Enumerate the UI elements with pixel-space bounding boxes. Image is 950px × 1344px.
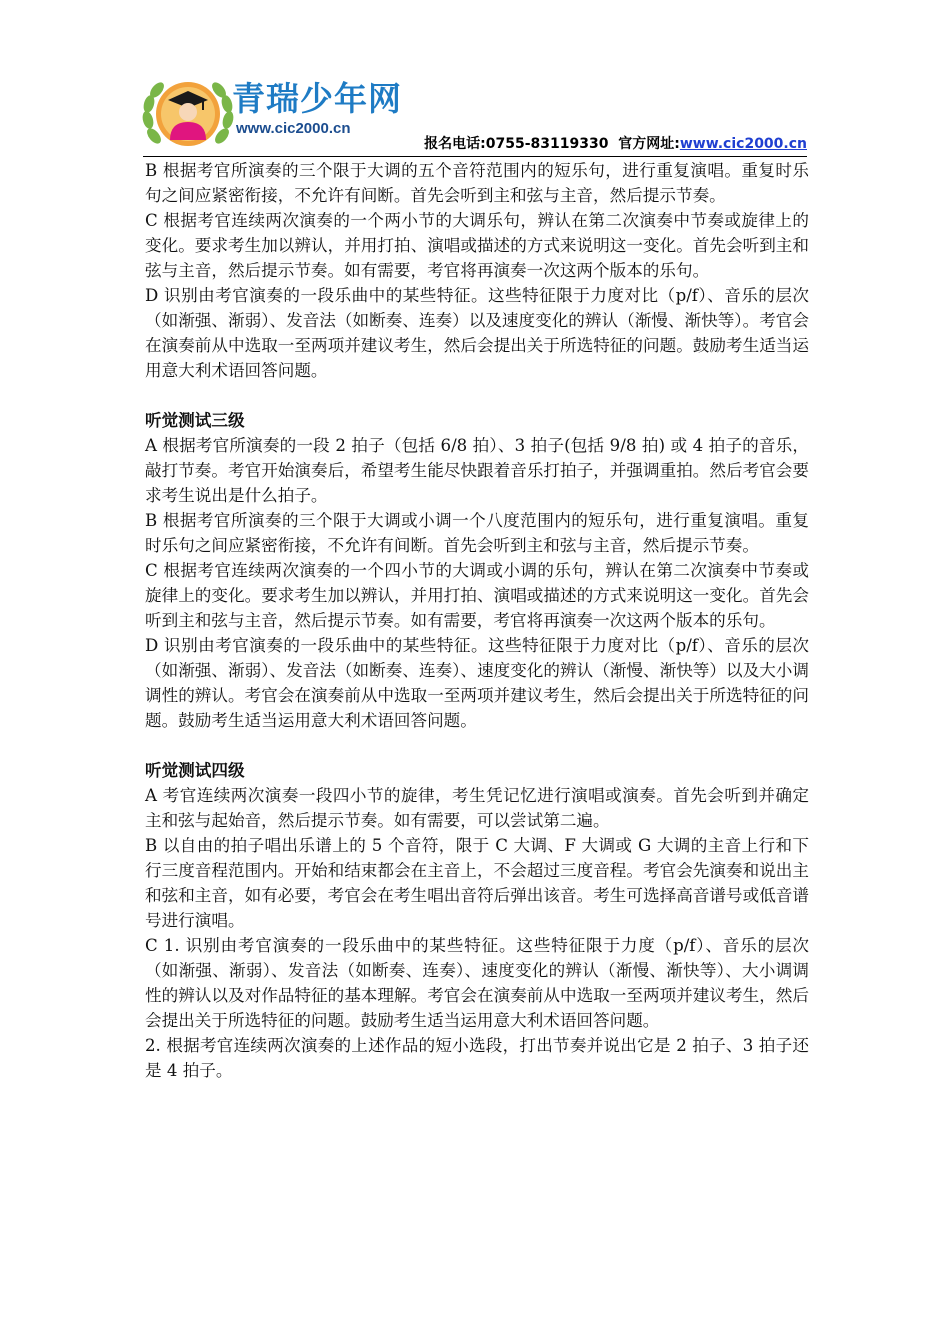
site-link[interactable]: www.cic2000.cn [679,136,807,152]
phone-label: 报名电话: [424,136,486,152]
paragraph: B 根据考官所演奏的三个限于大调的五个音符范围内的短乐句，进行重复演唱。重复时乐句之间应紧密衔接，不允许有间断。首先会听到主和弦与主音，然后提示节奏。 [145,161,809,205]
paragraph: C 1. 识别由考官演奏的一段乐曲中的某些特征。这些特征限于力度（p/f）、音乐的层次（如渐强、渐弱）、发音法（如断奏、连奏）、速度变化的辨认（渐慢、渐快等）、大小调调性的辨认以及对作品特征的基本理解。考官会在演奏前从中选取一至两项并建议考生，然后会提出关于所选特征的问题。鼓励考生适当运用意大利术语回答问题。 [145,936,809,1030]
paragraph: 2. 根据考官连续两次演奏的上述作品的短小选段，打出节奏并说出它是 2 拍子、3 拍子还是 4 拍子。 [145,1036,809,1080]
header-divider [143,156,807,157]
header-contact [424,136,807,153]
section-heading: 听觉测试四级 [145,760,245,780]
paragraph: C 根据考官连续两次演奏的一个两小节的大调乐句，辨认在第二次演奏中节奏或旋律上的变化。要求考生加以辨认，并用打拍、演唱或描述的方式来说明这一变化。首先会听到主和弦与主音，然后提示节奏。如有需要，考官将再演奏一次这两个版本的乐句。 [145,211,809,280]
paragraph: D 识别由考官演奏的一段乐曲中的某些特征。这些特征限于力度对比（p/f）、音乐的层次（如渐强、渐弱）、发音法（如断奏、连奏）、速度变化的辨认（渐慢、渐快等）以及大小调调性的辨认。考官会在演奏前从中选取一至两项并建议考生，然后会提出关于所选特征的问题。鼓励考生适当运用意大利术语回答问题。 [145,636,809,730]
phone-number: 0755-83119330 [485,136,609,152]
paragraph: D 识别由考官演奏的一段乐曲中的某些特征。这些特征限于力度对比（p/f）、音乐的层次（如渐强、渐弱）、发音法（如断奏、连奏）以及速度变化的辨认（渐慢、渐快等）。考官会在演奏前从中选取一至两项并建议考生，然后会提出关于所选特征的问题。鼓励考生适当运用意大利术语回答问题。 [145,286,809,380]
paragraph: B 根据考官所演奏的三个限于大调或小调一个八度范围内的短乐句，进行重复演唱。重复时乐句之间应紧密衔接，不允许有间断。首先会听到主和弦与主音，然后提示节奏。 [145,511,809,555]
section-heading: 听觉测试三级 [145,410,245,430]
paragraph: A 根据考官所演奏的一段 2 拍子（包括 6/8 拍）、3 拍子(包括 9/8 拍) 或 4 拍子的音乐，敲打节奏。考官开始演奏后，希望考生能尽快跟着音乐打拍子，并强调重拍。然后考官会要求考生说出是什么拍子。 [145,436,809,505]
logo-url: www.cic2000.cn [236,120,351,137]
logo-title: 青瑞少年网 [232,79,402,118]
site-label: 官方网址: [618,136,680,152]
document-body [145,158,809,1083]
paragraph: A 考官连续两次演奏一段四小节的旋律，考生凭记忆进行演唱或演奏。首先会听到并确定主和弦与起始音，然后提示节奏。如有需要，可以尝试第二遍。 [145,786,809,830]
paragraph: B 以自由的拍子唱出乐谱上的 5 个音符，限于 C 大调、F 大调或 G 大调的主音上行和下行三度音程范围内。开始和结束都会在主音上，不会超过三度音程。考官会先演奏和说出主和弦和主音，如有必要，考官会在考生唱出音符后弹出该音。考生可选择高音谱号或低音谱号进行演唱。 [145,836,809,930]
paragraph: C 根据考官连续两次演奏的一个四小节的大调或小调的乐句，辨认在第二次演奏中节奏或旋律上的变化。要求考生加以辨认，并用打拍、演唱或描述的方式来说明这一变化。首先会听到主和弦与主音，然后提示节奏。如有需要，考官将再演奏一次这两个版本的乐句。 [145,561,809,630]
